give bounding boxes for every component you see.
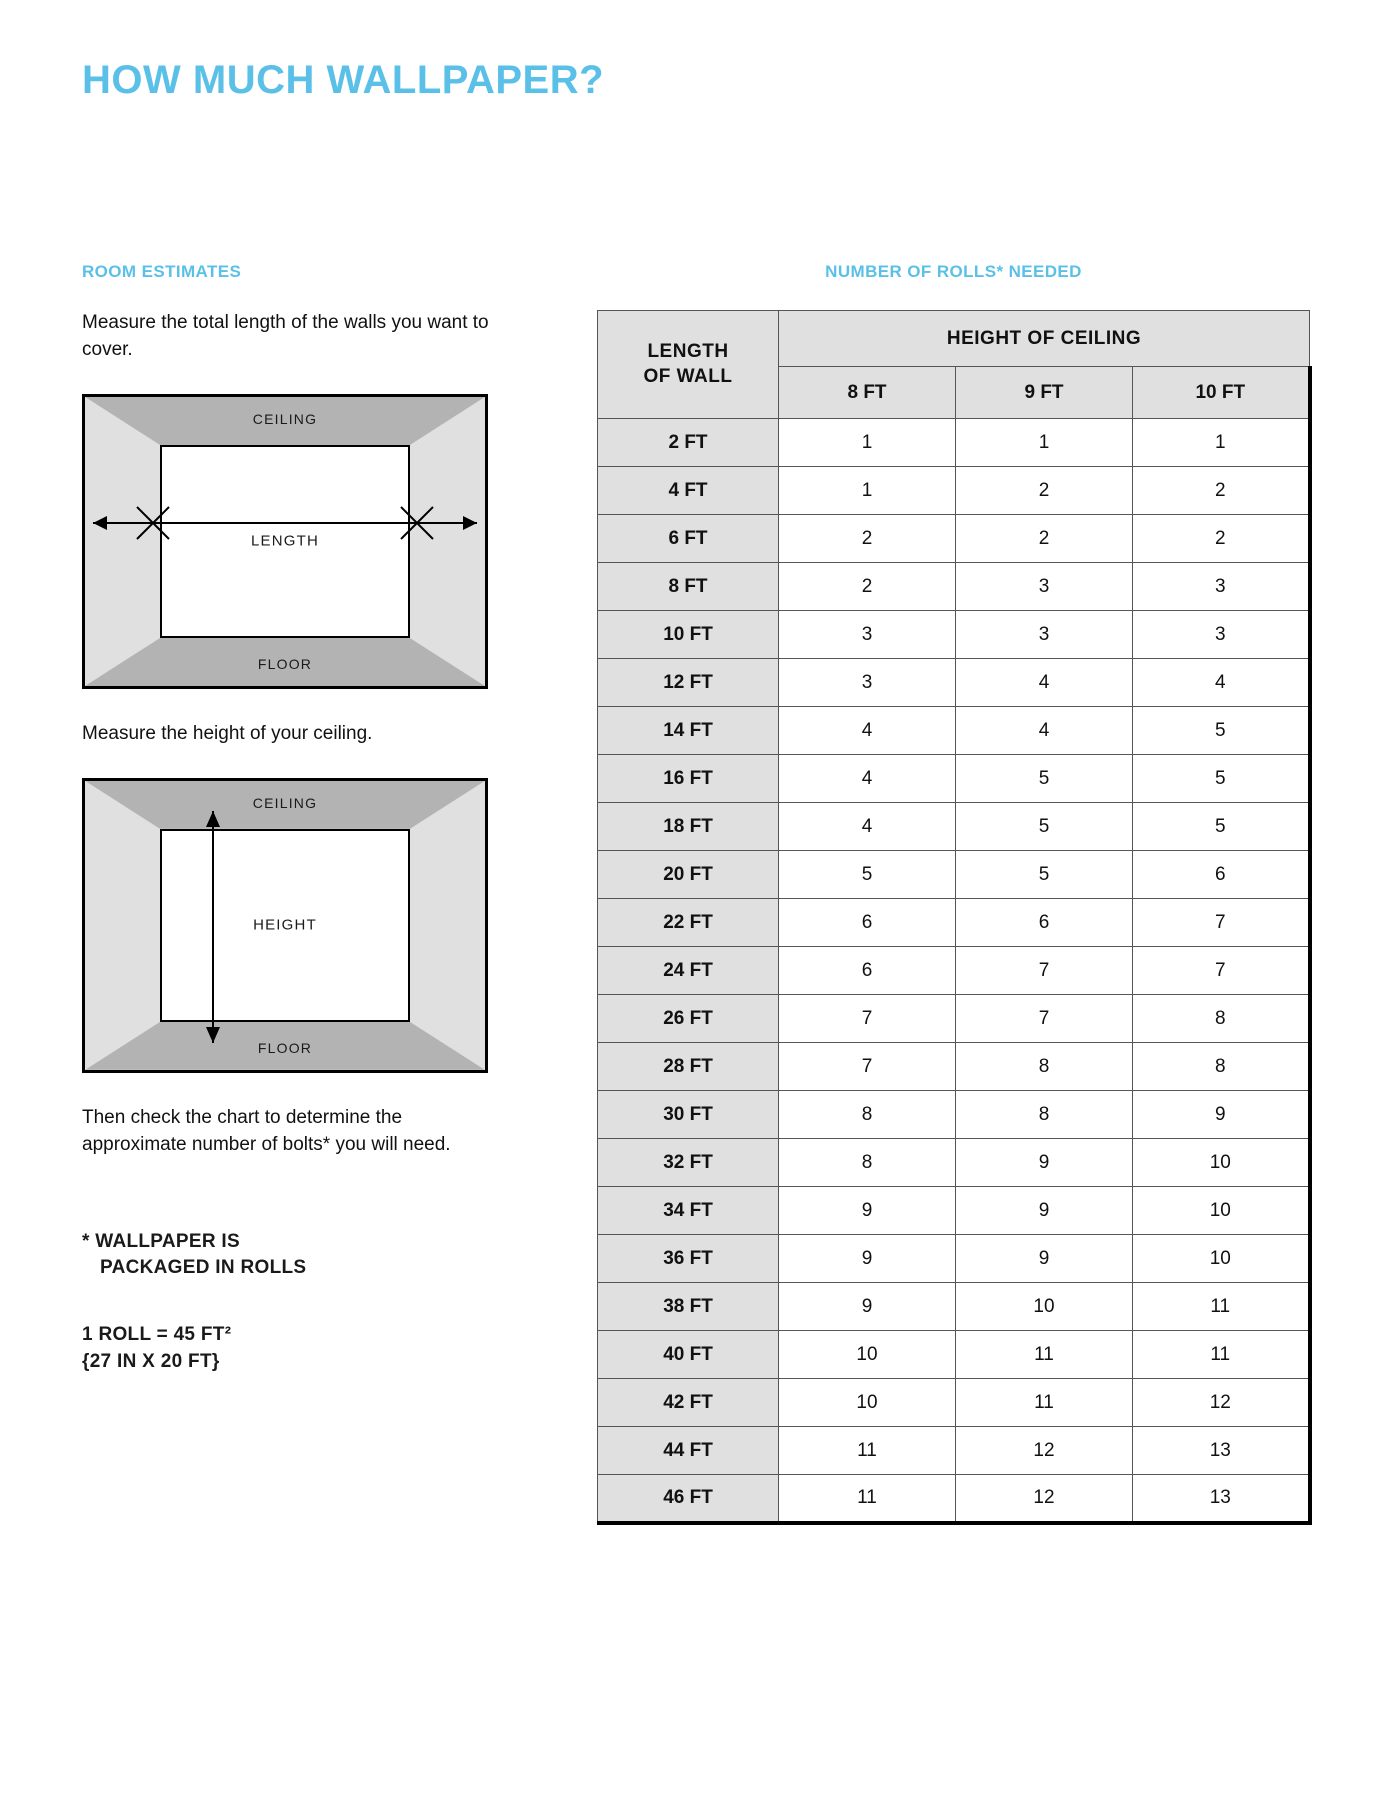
wall-length-cell: 42 FT bbox=[598, 1379, 779, 1427]
rolls-value-cell: 13 bbox=[1133, 1475, 1310, 1523]
rolls-value-cell: 5 bbox=[1133, 707, 1310, 755]
table-row bbox=[598, 467, 1310, 515]
rolls-value-cell: 3 bbox=[956, 611, 1133, 659]
wall-length-cell: 10 FT bbox=[598, 611, 779, 659]
rolls-value-cell: 7 bbox=[1133, 947, 1310, 995]
height-dimension-label: HEIGHT bbox=[247, 915, 323, 936]
rolls-value-cell: 5 bbox=[779, 851, 956, 899]
roll-size-line-2: {27 IN X 20 FT} bbox=[82, 1350, 220, 1372]
rolls-value-cell: 7 bbox=[956, 947, 1133, 995]
table-row bbox=[598, 755, 1310, 803]
rolls-value-cell: 11 bbox=[956, 1379, 1133, 1427]
rolls-table-heading: NUMBER OF ROLLS* NEEDED bbox=[825, 262, 1082, 281]
footnote-line-2: PACKAGED IN ROLLS bbox=[100, 1257, 307, 1279]
rolls-value-cell: 11 bbox=[1133, 1331, 1310, 1379]
room-estimates-section bbox=[82, 262, 502, 1375]
length-header-line-2: OF WALL bbox=[643, 365, 733, 387]
rolls-value-cell: 11 bbox=[779, 1475, 956, 1523]
table-row bbox=[598, 1331, 1310, 1379]
ceiling-height-column-header: 10 FT bbox=[1133, 367, 1310, 419]
instruction-measure-length: Measure the total length of the walls you want to cover. bbox=[82, 312, 489, 360]
table-row bbox=[598, 1427, 1310, 1475]
instruction-measure-height: Measure the height of your ceiling. bbox=[82, 722, 373, 744]
rolls-value-cell: 1 bbox=[779, 419, 956, 467]
rolls-value-cell: 2 bbox=[956, 467, 1133, 515]
rolls-value-cell: 9 bbox=[1133, 1091, 1310, 1139]
rolls-value-cell: 4 bbox=[779, 755, 956, 803]
rolls-value-cell: 8 bbox=[779, 1139, 956, 1187]
wall-length-cell: 34 FT bbox=[598, 1187, 779, 1235]
ceiling-label-2: CEILING bbox=[252, 794, 318, 811]
room-diagram-height bbox=[82, 778, 488, 1073]
rolls-value-cell: 13 bbox=[1133, 1427, 1310, 1475]
floor-label: FLOOR bbox=[257, 655, 313, 672]
rolls-value-cell: 7 bbox=[956, 995, 1133, 1043]
rolls-value-cell: 12 bbox=[1133, 1379, 1310, 1427]
table-row bbox=[598, 851, 1310, 899]
rolls-value-cell: 2 bbox=[1133, 515, 1310, 563]
rolls-value-cell: 5 bbox=[956, 851, 1133, 899]
table-row bbox=[598, 1283, 1310, 1331]
roll-size-line-1: 1 ROLL = 45 FT² bbox=[82, 1324, 232, 1346]
rolls-value-cell: 9 bbox=[779, 1187, 956, 1235]
room-diagram-length bbox=[82, 394, 488, 689]
rolls-value-cell: 1 bbox=[1133, 419, 1310, 467]
table-row bbox=[598, 563, 1310, 611]
table-row bbox=[598, 1091, 1310, 1139]
wall-length-cell: 44 FT bbox=[598, 1427, 779, 1475]
wall-length-cell: 2 FT bbox=[598, 419, 779, 467]
rolls-value-cell: 5 bbox=[956, 803, 1133, 851]
table-row bbox=[598, 947, 1310, 995]
rolls-value-cell: 6 bbox=[779, 899, 956, 947]
rolls-value-cell: 10 bbox=[779, 1331, 956, 1379]
wall-length-cell: 8 FT bbox=[598, 563, 779, 611]
rolls-table-section bbox=[597, 262, 1310, 1525]
rolls-value-cell: 11 bbox=[956, 1331, 1133, 1379]
table-row bbox=[598, 1379, 1310, 1427]
rolls-value-cell: 6 bbox=[956, 899, 1133, 947]
height-of-ceiling-header: HEIGHT OF CEILING bbox=[779, 311, 1310, 367]
rolls-value-cell: 9 bbox=[956, 1187, 1133, 1235]
rolls-value-cell: 7 bbox=[779, 995, 956, 1043]
wall-length-cell: 28 FT bbox=[598, 1043, 779, 1091]
rolls-value-cell: 12 bbox=[956, 1475, 1133, 1523]
rolls-value-cell: 7 bbox=[1133, 899, 1310, 947]
rolls-value-cell: 4 bbox=[779, 707, 956, 755]
rolls-value-cell: 10 bbox=[779, 1379, 956, 1427]
rolls-value-cell: 10 bbox=[956, 1283, 1133, 1331]
table-row bbox=[598, 995, 1310, 1043]
rolls-value-cell: 10 bbox=[1133, 1139, 1310, 1187]
rolls-value-cell: 9 bbox=[956, 1139, 1133, 1187]
instruction-check-chart: Then check the chart to determine the approximate number of bolts* you will need. bbox=[82, 1106, 451, 1155]
rolls-value-cell: 5 bbox=[1133, 755, 1310, 803]
table-row bbox=[598, 1043, 1310, 1091]
rolls-value-cell: 2 bbox=[779, 515, 956, 563]
table-row bbox=[598, 1235, 1310, 1283]
rolls-value-cell: 12 bbox=[956, 1427, 1133, 1475]
wall-length-cell: 6 FT bbox=[598, 515, 779, 563]
wall-length-cell: 46 FT bbox=[598, 1475, 779, 1523]
rolls-value-cell: 3 bbox=[956, 563, 1133, 611]
wall-length-cell: 30 FT bbox=[598, 1091, 779, 1139]
ceiling-height-column-header: 9 FT bbox=[956, 367, 1133, 419]
rolls-value-cell: 3 bbox=[1133, 611, 1310, 659]
rolls-value-cell: 1 bbox=[779, 467, 956, 515]
rolls-value-cell: 2 bbox=[956, 515, 1133, 563]
length-dimension-label: LENGTH bbox=[245, 531, 325, 552]
table-row bbox=[598, 419, 1310, 467]
rolls-value-cell: 9 bbox=[779, 1235, 956, 1283]
rolls-value-cell: 4 bbox=[956, 659, 1133, 707]
footnote-line-1: * WALLPAPER IS bbox=[82, 1230, 240, 1252]
rolls-value-cell: 4 bbox=[1133, 659, 1310, 707]
rolls-value-cell: 5 bbox=[1133, 803, 1310, 851]
rolls-value-cell: 9 bbox=[779, 1283, 956, 1331]
table-row bbox=[598, 1187, 1310, 1235]
rolls-value-cell: 2 bbox=[779, 563, 956, 611]
rolls-value-cell: 10 bbox=[1133, 1187, 1310, 1235]
rolls-value-cell: 3 bbox=[779, 659, 956, 707]
wall-length-cell: 12 FT bbox=[598, 659, 779, 707]
page-title: HOW MUCH WALLPAPER? bbox=[82, 58, 605, 102]
roll-size-note bbox=[82, 1322, 502, 1375]
room-estimates-heading: ROOM ESTIMATES bbox=[82, 262, 242, 281]
ceiling-height-column-header: 8 FT bbox=[779, 367, 956, 419]
wall-length-cell: 38 FT bbox=[598, 1283, 779, 1331]
rolls-value-cell: 11 bbox=[779, 1427, 956, 1475]
rolls-value-cell: 3 bbox=[1133, 563, 1310, 611]
rolls-value-cell: 8 bbox=[956, 1091, 1133, 1139]
wall-length-cell: 36 FT bbox=[598, 1235, 779, 1283]
wall-length-cell: 26 FT bbox=[598, 995, 779, 1043]
length-of-wall-header bbox=[598, 311, 779, 419]
rolls-value-cell: 7 bbox=[779, 1043, 956, 1091]
table-row bbox=[598, 803, 1310, 851]
wall-length-cell: 14 FT bbox=[598, 707, 779, 755]
rolls-value-cell: 4 bbox=[956, 707, 1133, 755]
rolls-table-body bbox=[598, 419, 1310, 1523]
table-row bbox=[598, 611, 1310, 659]
length-header-line-1: LENGTH bbox=[647, 340, 729, 362]
rolls-value-cell: 3 bbox=[779, 611, 956, 659]
rolls-value-cell: 10 bbox=[1133, 1235, 1310, 1283]
wall-length-cell: 40 FT bbox=[598, 1331, 779, 1379]
rolls-value-cell: 8 bbox=[956, 1043, 1133, 1091]
footnote-wallpaper-packaging bbox=[82, 1229, 502, 1282]
rolls-value-cell: 6 bbox=[1133, 851, 1310, 899]
floor-label-2: FLOOR bbox=[257, 1039, 313, 1056]
table-row bbox=[598, 707, 1310, 755]
rolls-value-cell: 5 bbox=[956, 755, 1133, 803]
table-row bbox=[598, 659, 1310, 707]
rolls-value-cell: 11 bbox=[1133, 1283, 1310, 1331]
table-row bbox=[598, 1139, 1310, 1187]
table-row bbox=[598, 1475, 1310, 1523]
ceiling-label: CEILING bbox=[252, 410, 318, 427]
wall-length-cell: 16 FT bbox=[598, 755, 779, 803]
wall-length-cell: 20 FT bbox=[598, 851, 779, 899]
rolls-value-cell: 2 bbox=[1133, 467, 1310, 515]
wall-length-cell: 32 FT bbox=[598, 1139, 779, 1187]
rolls-value-cell: 9 bbox=[956, 1235, 1133, 1283]
table-row bbox=[598, 515, 1310, 563]
rolls-value-cell: 8 bbox=[1133, 1043, 1310, 1091]
rolls-value-cell: 8 bbox=[1133, 995, 1310, 1043]
rolls-value-cell: 1 bbox=[956, 419, 1133, 467]
wall-length-cell: 18 FT bbox=[598, 803, 779, 851]
rolls-value-cell: 8 bbox=[779, 1091, 956, 1139]
table-row bbox=[598, 899, 1310, 947]
wall-length-cell: 24 FT bbox=[598, 947, 779, 995]
wall-length-cell: 22 FT bbox=[598, 899, 779, 947]
rolls-value-cell: 6 bbox=[779, 947, 956, 995]
rolls-needed-table bbox=[597, 310, 1312, 1525]
wall-length-cell: 4 FT bbox=[598, 467, 779, 515]
rolls-value-cell: 4 bbox=[779, 803, 956, 851]
